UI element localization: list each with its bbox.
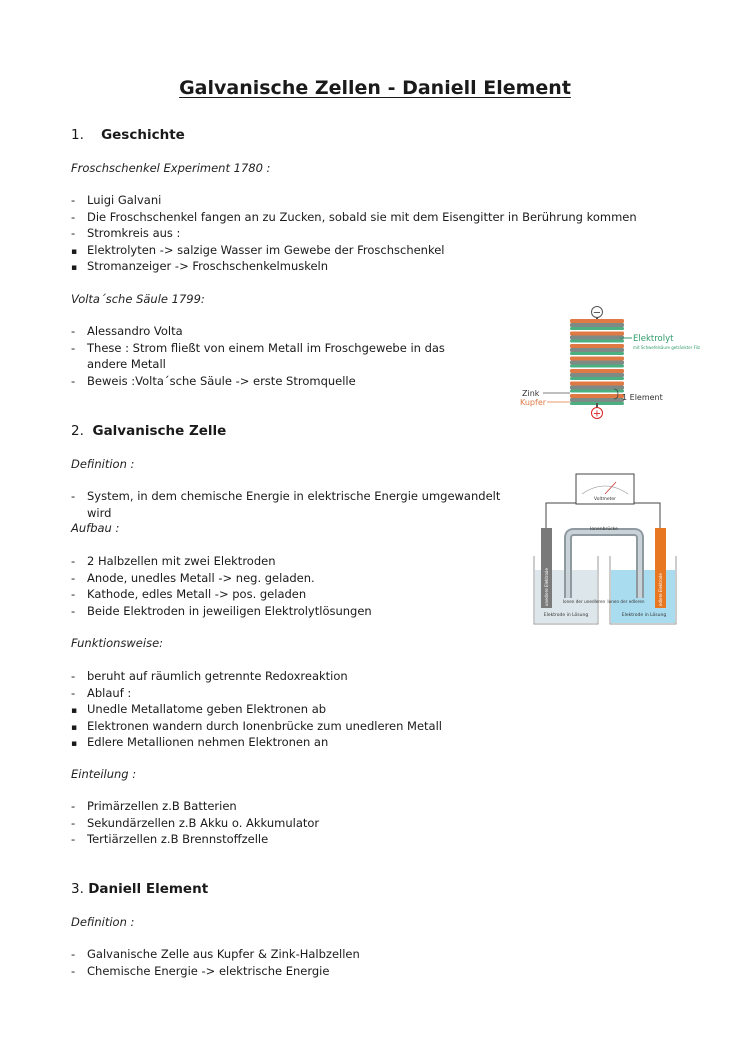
bullet-icon: [71, 734, 83, 753]
section-title: Galvanische Zelle: [92, 423, 227, 439]
subheading-definition-daniell: Definition :: [71, 915, 135, 929]
list-item-text: Kathode, edles Metall -> pos. geladen: [87, 587, 307, 601]
list-item: [71, 373, 481, 390]
left-bottom-label: Elektrode in Lösung: [543, 613, 589, 618]
list-item-text: beruht auf räumlich getrennte Redoxreaktion: [87, 669, 348, 683]
list-item-text: Primärzellen z.B Batterien: [87, 799, 237, 813]
list-item-text: Edlere Metallionen nehmen Elektronen an: [87, 735, 329, 749]
dash-icon: [71, 603, 83, 620]
dash-icon: [71, 488, 83, 505]
list-item: [71, 798, 521, 815]
electrolyte-disc: [570, 352, 624, 355]
section-3-heading: [71, 881, 208, 897]
dash-icon: [71, 798, 83, 815]
dash-icon: [71, 586, 83, 603]
list-definition: [71, 488, 521, 521]
list-item-text: 2 Halbzellen mit zwei Elektroden: [87, 554, 276, 568]
list-item-text: Beide Elektroden in jeweiligen Elektrolytlösungen: [87, 603, 372, 618]
right-ions-label: Ionen der edleren: [607, 599, 645, 604]
dash-icon: [71, 570, 83, 587]
list-item: [71, 831, 521, 848]
list-item-text: Die Froschschenkel fangen an zu Zucken, sobald sie mit dem Eisengitter in Berührung kommen: [87, 209, 637, 224]
subheading-funktionsweise: Funktionsweise:: [71, 636, 164, 650]
label-kupfer: Kupfer: [520, 398, 547, 407]
list-item-text: Elektronen wandern durch Ionenbrücke zum unedleren Metall: [87, 718, 442, 733]
list-item: [71, 586, 521, 603]
list-volta: [71, 323, 481, 389]
dash-icon: [71, 553, 83, 570]
pile-layers: [570, 319, 624, 405]
list-item-text: Beweis :Volta´sche Säule -> erste Stromquelle: [87, 373, 356, 388]
dash-icon: [71, 323, 83, 340]
dash-icon: [71, 831, 83, 848]
list-funktionsweise: [71, 668, 521, 751]
list-item-text: These : Strom fließt von einem Metall im Froschgewebe in das andere Metall: [87, 340, 445, 371]
list-item: [71, 734, 521, 751]
list-item-text: Stromanzeiger -> Froschschenkelmuskeln: [87, 259, 329, 273]
list-item-text: Alessandro Volta: [87, 324, 183, 338]
right-bottom-label: Elektrode in Lösung: [621, 613, 667, 618]
list-item: [71, 258, 671, 275]
list-item: [71, 242, 671, 259]
subheading-froschschenkel: Froschschenkel Experiment 1780 :: [71, 161, 271, 175]
list-item: [71, 553, 521, 570]
subheading-einteilung: Einteilung :: [71, 767, 137, 781]
copper-disc: [570, 344, 624, 348]
copper-disc: [570, 332, 624, 336]
left-electrode-label: unedlere Elektrode: [544, 568, 549, 606]
list-item-text: System, in dem chemische Energie in elektrische Energie umgewandelt wird: [87, 489, 501, 520]
list-item-text: Ablauf :: [87, 685, 132, 700]
dash-icon: [71, 192, 83, 209]
list-item: [71, 946, 521, 963]
section-2-heading: [71, 423, 226, 439]
list-item: [71, 225, 671, 242]
list-item: [71, 718, 521, 735]
list-froschschenkel: [71, 192, 671, 275]
list-item: [71, 701, 521, 718]
label-elektrolyt-detail: mit Schwefelsäure getränkter Filz: [633, 345, 700, 350]
zinc-disc: [570, 348, 624, 352]
list-item: [71, 570, 521, 587]
electrolyte-disc: [570, 390, 624, 393]
electrolyte-disc: [570, 327, 624, 330]
section-number: 1.: [71, 127, 84, 143]
dash-icon: [71, 668, 83, 685]
section-title: Geschichte: [101, 127, 185, 143]
zinc-disc: [570, 361, 624, 365]
copper-disc: [570, 382, 624, 386]
section-1-heading: [71, 127, 185, 143]
zinc-disc: [570, 373, 624, 377]
dash-icon: [71, 373, 83, 390]
list-item-text: Elektrolyten -> salzige Wasser im Gewebe der Froschschenkel: [87, 242, 445, 257]
section-number: 3.: [71, 881, 84, 897]
voltmeter-label: Voltmeter: [593, 497, 617, 502]
list-item: [71, 209, 671, 226]
dash-icon: [71, 340, 83, 357]
copper-disc: [570, 369, 624, 373]
volta-pile-figure: [510, 303, 700, 421]
subheading-aufbau: Aufbau :: [71, 521, 120, 535]
left-wire: [546, 503, 576, 528]
plus-sign: +: [592, 408, 602, 420]
section-title: Daniell Element: [88, 881, 209, 897]
zinc-disc: [570, 386, 624, 390]
electrolyte-disc: [570, 365, 624, 368]
list-item-text: Anode, unedles Metall -> neg. geladen.: [87, 570, 315, 585]
subheading-volta: Volta´sche Säule 1799:: [71, 292, 205, 306]
list-item-text: Tertiärzellen z.B Brennstoffzelle: [87, 832, 269, 846]
dash-icon: [71, 225, 83, 242]
dash-icon: [71, 209, 83, 226]
list-item: [71, 323, 481, 340]
right-electrode-label: edlere Elektrode: [658, 573, 663, 606]
dash-icon: [71, 685, 83, 702]
list-item-text: Unedle Metallatome geben Elektronen ab: [87, 702, 327, 716]
list-item: [71, 668, 521, 685]
salt-bridge-label: Ionenbrücke: [590, 527, 618, 532]
dash-icon: [71, 946, 83, 963]
list-item: [71, 603, 521, 620]
zinc-disc: [570, 336, 624, 340]
list-aufbau: [71, 553, 521, 619]
subheading-definition: Definition :: [71, 457, 135, 471]
dash-icon: [71, 963, 83, 980]
list-item: [71, 340, 481, 373]
electrolyte-disc: [570, 340, 624, 343]
copper-disc: [570, 319, 624, 323]
list-einteilung: [71, 798, 521, 848]
list-item-text: Sekundärzellen z.B Akku o. Akkumulator: [87, 815, 320, 830]
list-item-text: Stromkreis aus :: [87, 226, 181, 240]
minus-sign: −: [592, 307, 602, 319]
list-definition-daniell: [71, 946, 521, 979]
label-element: 1 Element: [622, 393, 663, 402]
copper-disc: [570, 394, 624, 398]
label-elektrolyt: Elektrolyt: [633, 334, 674, 344]
label-zink: Zink: [522, 389, 540, 398]
right-wire: [634, 503, 660, 528]
copper-disc: [570, 357, 624, 361]
list-item: [71, 685, 521, 702]
dash-icon: [71, 815, 83, 832]
list-item-text: Chemische Energie -> elektrische Energie: [87, 963, 330, 978]
list-item: [71, 192, 671, 209]
galvanic-cell-figure: [530, 470, 690, 628]
list-item: [71, 815, 521, 832]
bullet-icon: [71, 258, 83, 277]
page-title: Galvanische Zellen - Daniell Element: [179, 77, 571, 99]
section-number: 2.: [71, 423, 84, 439]
list-item-text: Galvanische Zelle aus Kupfer & Zink-Halbzellen: [87, 947, 360, 961]
list-item-text: Luigi Galvani: [87, 193, 162, 207]
list-item: [71, 488, 521, 521]
left-ions-label: Ionen der unedleren: [562, 599, 606, 604]
zinc-disc: [570, 323, 624, 327]
electrolyte-disc: [570, 377, 624, 380]
list-item: [71, 963, 521, 980]
